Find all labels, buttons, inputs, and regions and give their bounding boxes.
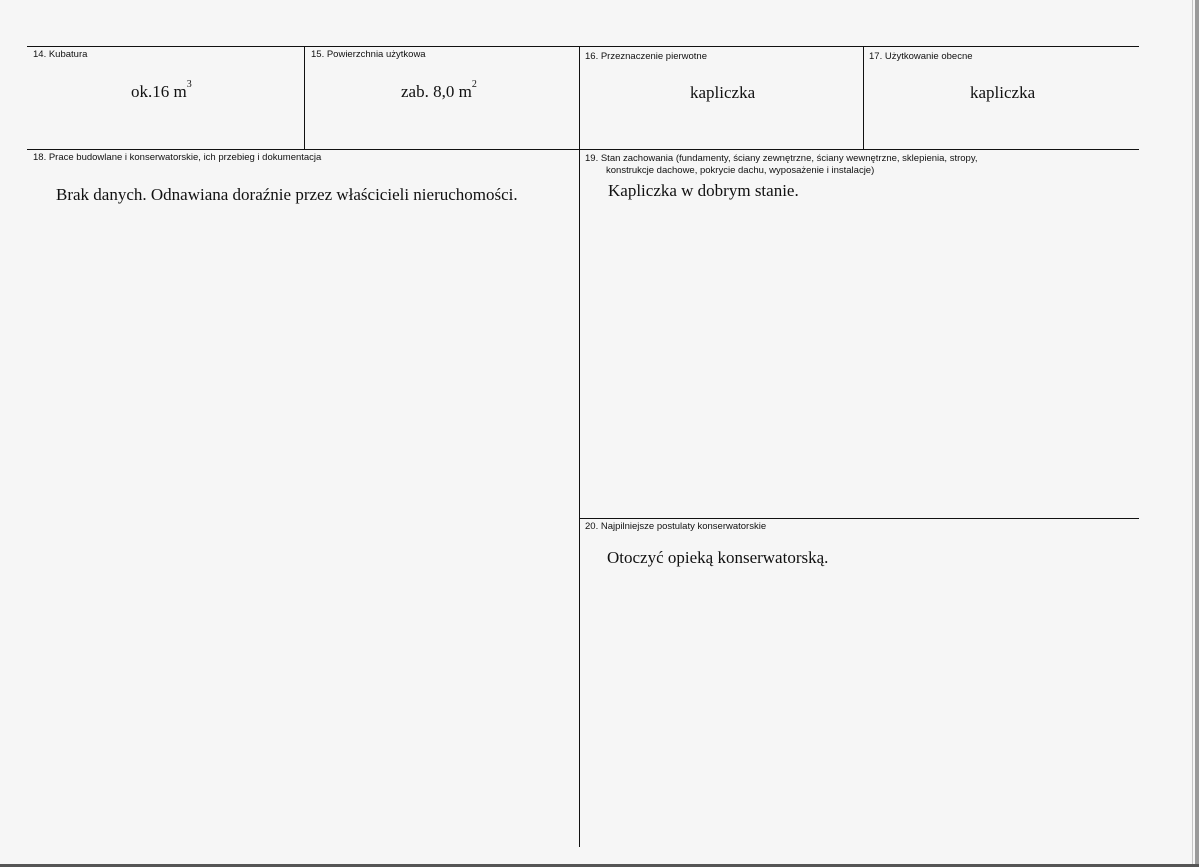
field-15-unit-exponent: 2: [471, 79, 477, 90]
field-18-value: Brak danych. Odnawiana doraźnie przez właścicieli nieruchomości.: [56, 185, 518, 204]
scan-edge-inner: [1192, 0, 1193, 867]
field-16-value: kapliczka: [690, 83, 756, 102]
field-17-value: kapliczka: [970, 83, 1036, 102]
row-20-border: [579, 518, 1139, 519]
top-row-bottom-border: [27, 149, 1139, 150]
field-15-value: [401, 79, 477, 102]
field-19-value: Kapliczka w dobrym stanie.: [608, 181, 799, 200]
divider-15-16: [579, 46, 580, 847]
field-19-label-line1: 19. Stan zachowania (fundamenty, ściany zewnętrzne, ściany wewnętrzne, sklepienia, stropy,: [585, 153, 978, 164]
field-19-label-line2: konstrukcje dachowe, pokrycie dachu, wyposażenie i instalacje): [606, 165, 875, 176]
divider-16-17: [863, 46, 864, 150]
field-14-value: [131, 79, 192, 102]
scan-edge-right: [1195, 0, 1199, 867]
field-15-value-text: zab. 8,0 m: [401, 82, 472, 101]
field-20-label: 20. Najpilniejsze postulaty konserwatorskie: [585, 521, 767, 532]
field-17-label: 17. Użytkowanie obecne: [869, 51, 973, 62]
divider-14-15: [304, 46, 305, 150]
top-row-border: [27, 46, 1139, 47]
field-15-label: 15. Powierzchnia użytkowa: [311, 49, 426, 60]
field-14-value-text: ok.16 m: [131, 82, 187, 101]
field-20-value: Otoczyć opieką konserwatorską.: [607, 548, 829, 567]
field-18-label: 18. Prace budowlane i konserwatorskie, ich przebieg i dokumentacja: [33, 152, 322, 163]
field-14-unit-exponent: 3: [186, 79, 192, 90]
field-16-label: 16. Przeznaczenie pierwotne: [585, 51, 707, 62]
field-14-label: 14. Kubatura: [33, 49, 88, 60]
